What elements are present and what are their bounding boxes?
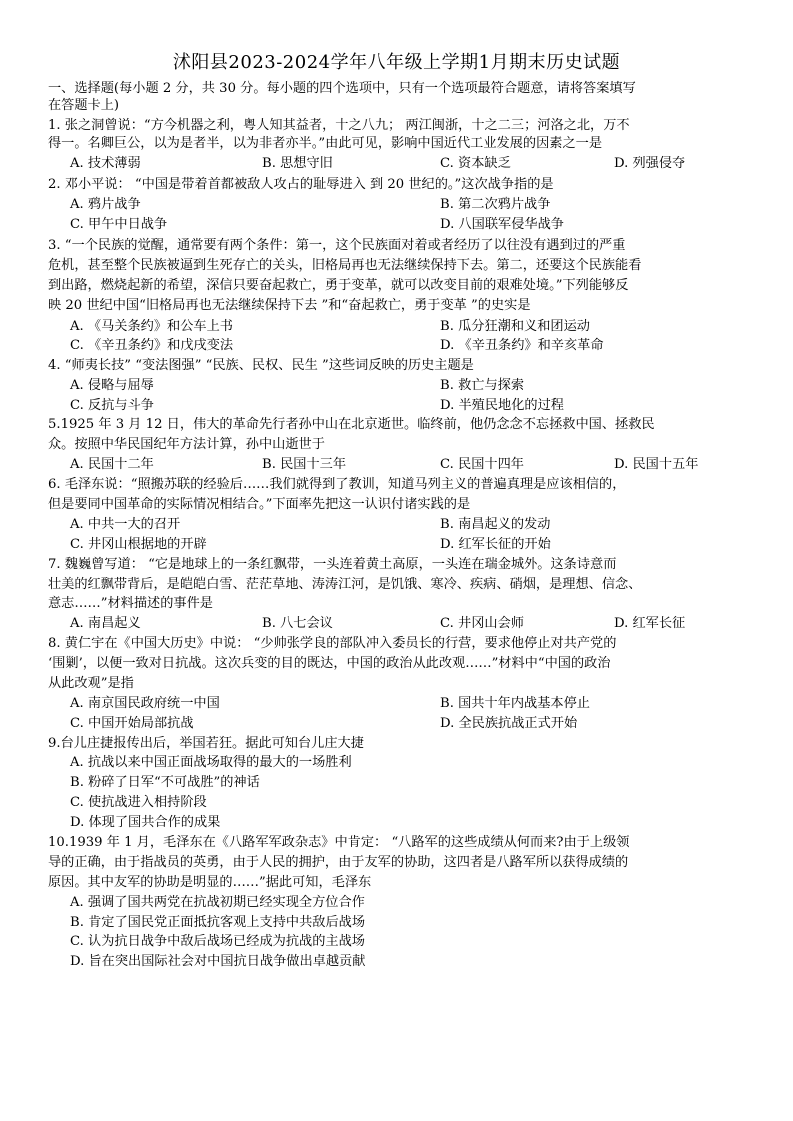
question-6-option-d: D. 红军长征的开始 xyxy=(440,537,551,552)
question-8-text: ‘围剿’，以便一致对日抗战。这次兵变的目的既达，中国的政治从此改观……”材料中“中国的政治 xyxy=(48,656,611,671)
question-9-option-a: A. 抗战以来中国正面战场取得的最大的一场胜利 xyxy=(70,755,352,770)
question-4-option-d: D. 半殖民地化的过程 xyxy=(440,398,564,413)
question-7-text: 7. 魏巍曾写道： “它是地球上的一条红飘带，一头连着黄土高原，一头连在瑞金城外。这条诗意而 xyxy=(48,557,617,572)
question-7-option-d: D. 红军长征 xyxy=(614,616,686,631)
question-3-text: 危机，甚至整个民族被逼到生死存亡的关头，旧格局再也无法继续保持下去。第二，还要这个民族能看 xyxy=(48,258,642,273)
question-2-option-b: B. 第二次鸦片战争 xyxy=(440,197,551,212)
question-5-option-b: B. 民国十三年 xyxy=(262,457,347,472)
question-10-option-d: D. 旨在突出国际社会对中国抗日战争做出卓越贡献 xyxy=(70,954,366,969)
question-3-option-d: D. 《辛丑条约》和辛亥革命 xyxy=(440,338,604,353)
question-2-option-a: A. 鸦片战争 xyxy=(70,197,141,212)
question-8-option-a: A. 南京国民政府统一中国 xyxy=(70,696,220,711)
question-1-text: 得一。名卿巨公，以为是者半，以为非者亦半。”由此可见，影响中国近代工业发展的因素之一是 xyxy=(48,136,603,151)
section-instruction: 一、选择题(每小题 2 分，共 30 分。每小题的四个选项中，只有一个选项最符合题意，请将答案填写 xyxy=(48,81,636,96)
question-1-option-d: D. 列强侵夺 xyxy=(614,156,686,171)
question-4-option-b: B. 救亡与探索 xyxy=(440,378,525,393)
question-3-text: 映 20 世纪中国“旧格局再也无法继续保持下去 ”和“奋起救亡，勇于变革 ”的史实是 xyxy=(48,298,531,313)
page-title: 沭阳县2023-2024学年八年级上学期1月期末历史试题 xyxy=(172,52,621,73)
question-7-text: 意志……”材料描述的事件是 xyxy=(48,596,213,611)
question-8-option-b: B. 国共十年内战基本停止 xyxy=(440,696,590,711)
question-9-text: 9.台儿庄捷报传出后，举国若狂。据此可知台儿庄大捷 xyxy=(48,736,364,751)
question-6-option-a: A. 中共一大的召开 xyxy=(70,517,181,532)
question-8-option-d: D. 全民族抗战正式开始 xyxy=(440,716,578,731)
question-2-text: 2. 邓小平说： “中国是带着首都被敌人攻占的耻辱进入 到 20 世纪的。”这次战争指的是 xyxy=(48,177,554,192)
question-9-option-b: B. 粉碎了日军“不可战胜”的神话 xyxy=(70,775,260,790)
question-8-option-c: C. 中国开始局部抗战 xyxy=(70,716,194,731)
question-6-option-c: C. 井冈山根据地的开辟 xyxy=(70,537,207,552)
question-6-text: 6. 毛泽东说：“照搬苏联的经验后……我们就得到了教训，知道马列主义的普遍真理是应该相信的， xyxy=(48,477,626,492)
question-8-text: 8. 黄仁宇在《中国大历史》中说： “少帅张学良的部队冲入委员长的行营，要求他停止对共产党的 xyxy=(48,636,617,651)
question-6-option-b: B. 南昌起义的发动 xyxy=(440,517,551,532)
question-5-text: 众。按照中华民国纪年方法计算，孙中山逝世于 xyxy=(48,437,325,452)
question-6-text: 但是要同中国革命的实际情况相结合。”下面率先把这一认识付诸实践的是 xyxy=(48,497,471,512)
question-7-option-b: B. 八七会议 xyxy=(262,616,333,631)
question-1-option-a: A. 技术薄弱 xyxy=(70,156,141,171)
question-3-text: 到出路，燃烧起新的希望，深信只要奋起救亡，勇于变革，就可以改变目前的艰难处境。”下列能够反 xyxy=(48,278,629,293)
question-9-option-d: D. 体现了国共合作的成果 xyxy=(70,815,221,830)
question-2-option-d: D. 八国联军侵华战争 xyxy=(440,217,564,232)
question-10-text: 10.1939 年 1 月，毛泽东在《八路军军政杂志》中肯定： “八路军的这些成绩从何而来?由于上级领 xyxy=(48,835,630,850)
question-4-text: 4. “师夷长技” “变法图强” “民族、民权、民生 ”这些词反映的历史主题是 xyxy=(48,358,474,373)
question-10-text: 导的正确，由于指战员的英勇，由于人民的拥护，由于友军的协助，这四者是八路军所以获得成绩的 xyxy=(48,855,629,870)
question-5-option-c: C. 民国十四年 xyxy=(440,457,524,472)
question-10-option-c: C. 认为抗日战争中敌后战场已经成为抗战的主战场 xyxy=(70,934,365,949)
question-1-text: 1. 张之洞曾说：“方今机器之利，粤人知其益者，十之八九； 两江闽浙，十之二三；河洛之北，万不 xyxy=(48,118,630,133)
section-instruction: 在答题卡上) xyxy=(48,98,120,113)
question-9-option-c: C. 使抗战进入相持阶段 xyxy=(70,795,207,810)
question-7-text: 壮美的红飘带背后，是皑皑白雪、茫茫草地、涛涛江河，是饥饿、寒冷、疾病、硝烟，是理想、信念、 xyxy=(48,577,642,592)
question-10-option-a: A. 强调了国共两党在抗战初期已经实现全方位合作 xyxy=(70,895,365,910)
question-10-text: 原因。其中友军的协助是明显的……”据此可知，毛泽东 xyxy=(48,875,372,890)
question-7-option-c: C. 井冈山会师 xyxy=(440,616,524,631)
question-5-text: 5.1925 年 3 月 12 日，伟大的革命先行者孙中山在北京逝世。临终前，他仍念念不忘拯救中国、拯救民 xyxy=(48,417,655,432)
question-5-option-a: A. 民国十二年 xyxy=(70,457,154,472)
question-10-option-b: B. 肯定了国民党正面抵抗客观上支持中共敌后战场 xyxy=(70,915,366,930)
question-5-option-d: D. 民国十五年 xyxy=(614,457,699,472)
question-3-text: 3. “一个民族的觉醒，通常要有两个条件：第一，这个民族面对着或者经历了以往没有遇到过的严重 xyxy=(48,238,626,253)
question-3-option-c: C. 《辛丑条约》和戊戌变法 xyxy=(70,338,234,353)
question-3-option-a: A. 《马关条约》和公车上书 xyxy=(70,319,233,334)
question-7-option-a: A. 南昌起义 xyxy=(70,616,141,631)
question-1-option-c: C. 资本缺乏 xyxy=(440,156,511,171)
question-8-text: 从此改观”是指 xyxy=(48,676,134,691)
question-3-option-b: B. 瓜分狂潮和义和团运动 xyxy=(440,319,590,334)
question-4-option-a: A. 侵略与屈辱 xyxy=(70,378,154,393)
question-4-option-c: C. 反抗与斗争 xyxy=(70,398,154,413)
question-1-option-b: B. 思想守旧 xyxy=(262,156,333,171)
question-2-option-c: C. 甲午中日战争 xyxy=(70,217,168,232)
